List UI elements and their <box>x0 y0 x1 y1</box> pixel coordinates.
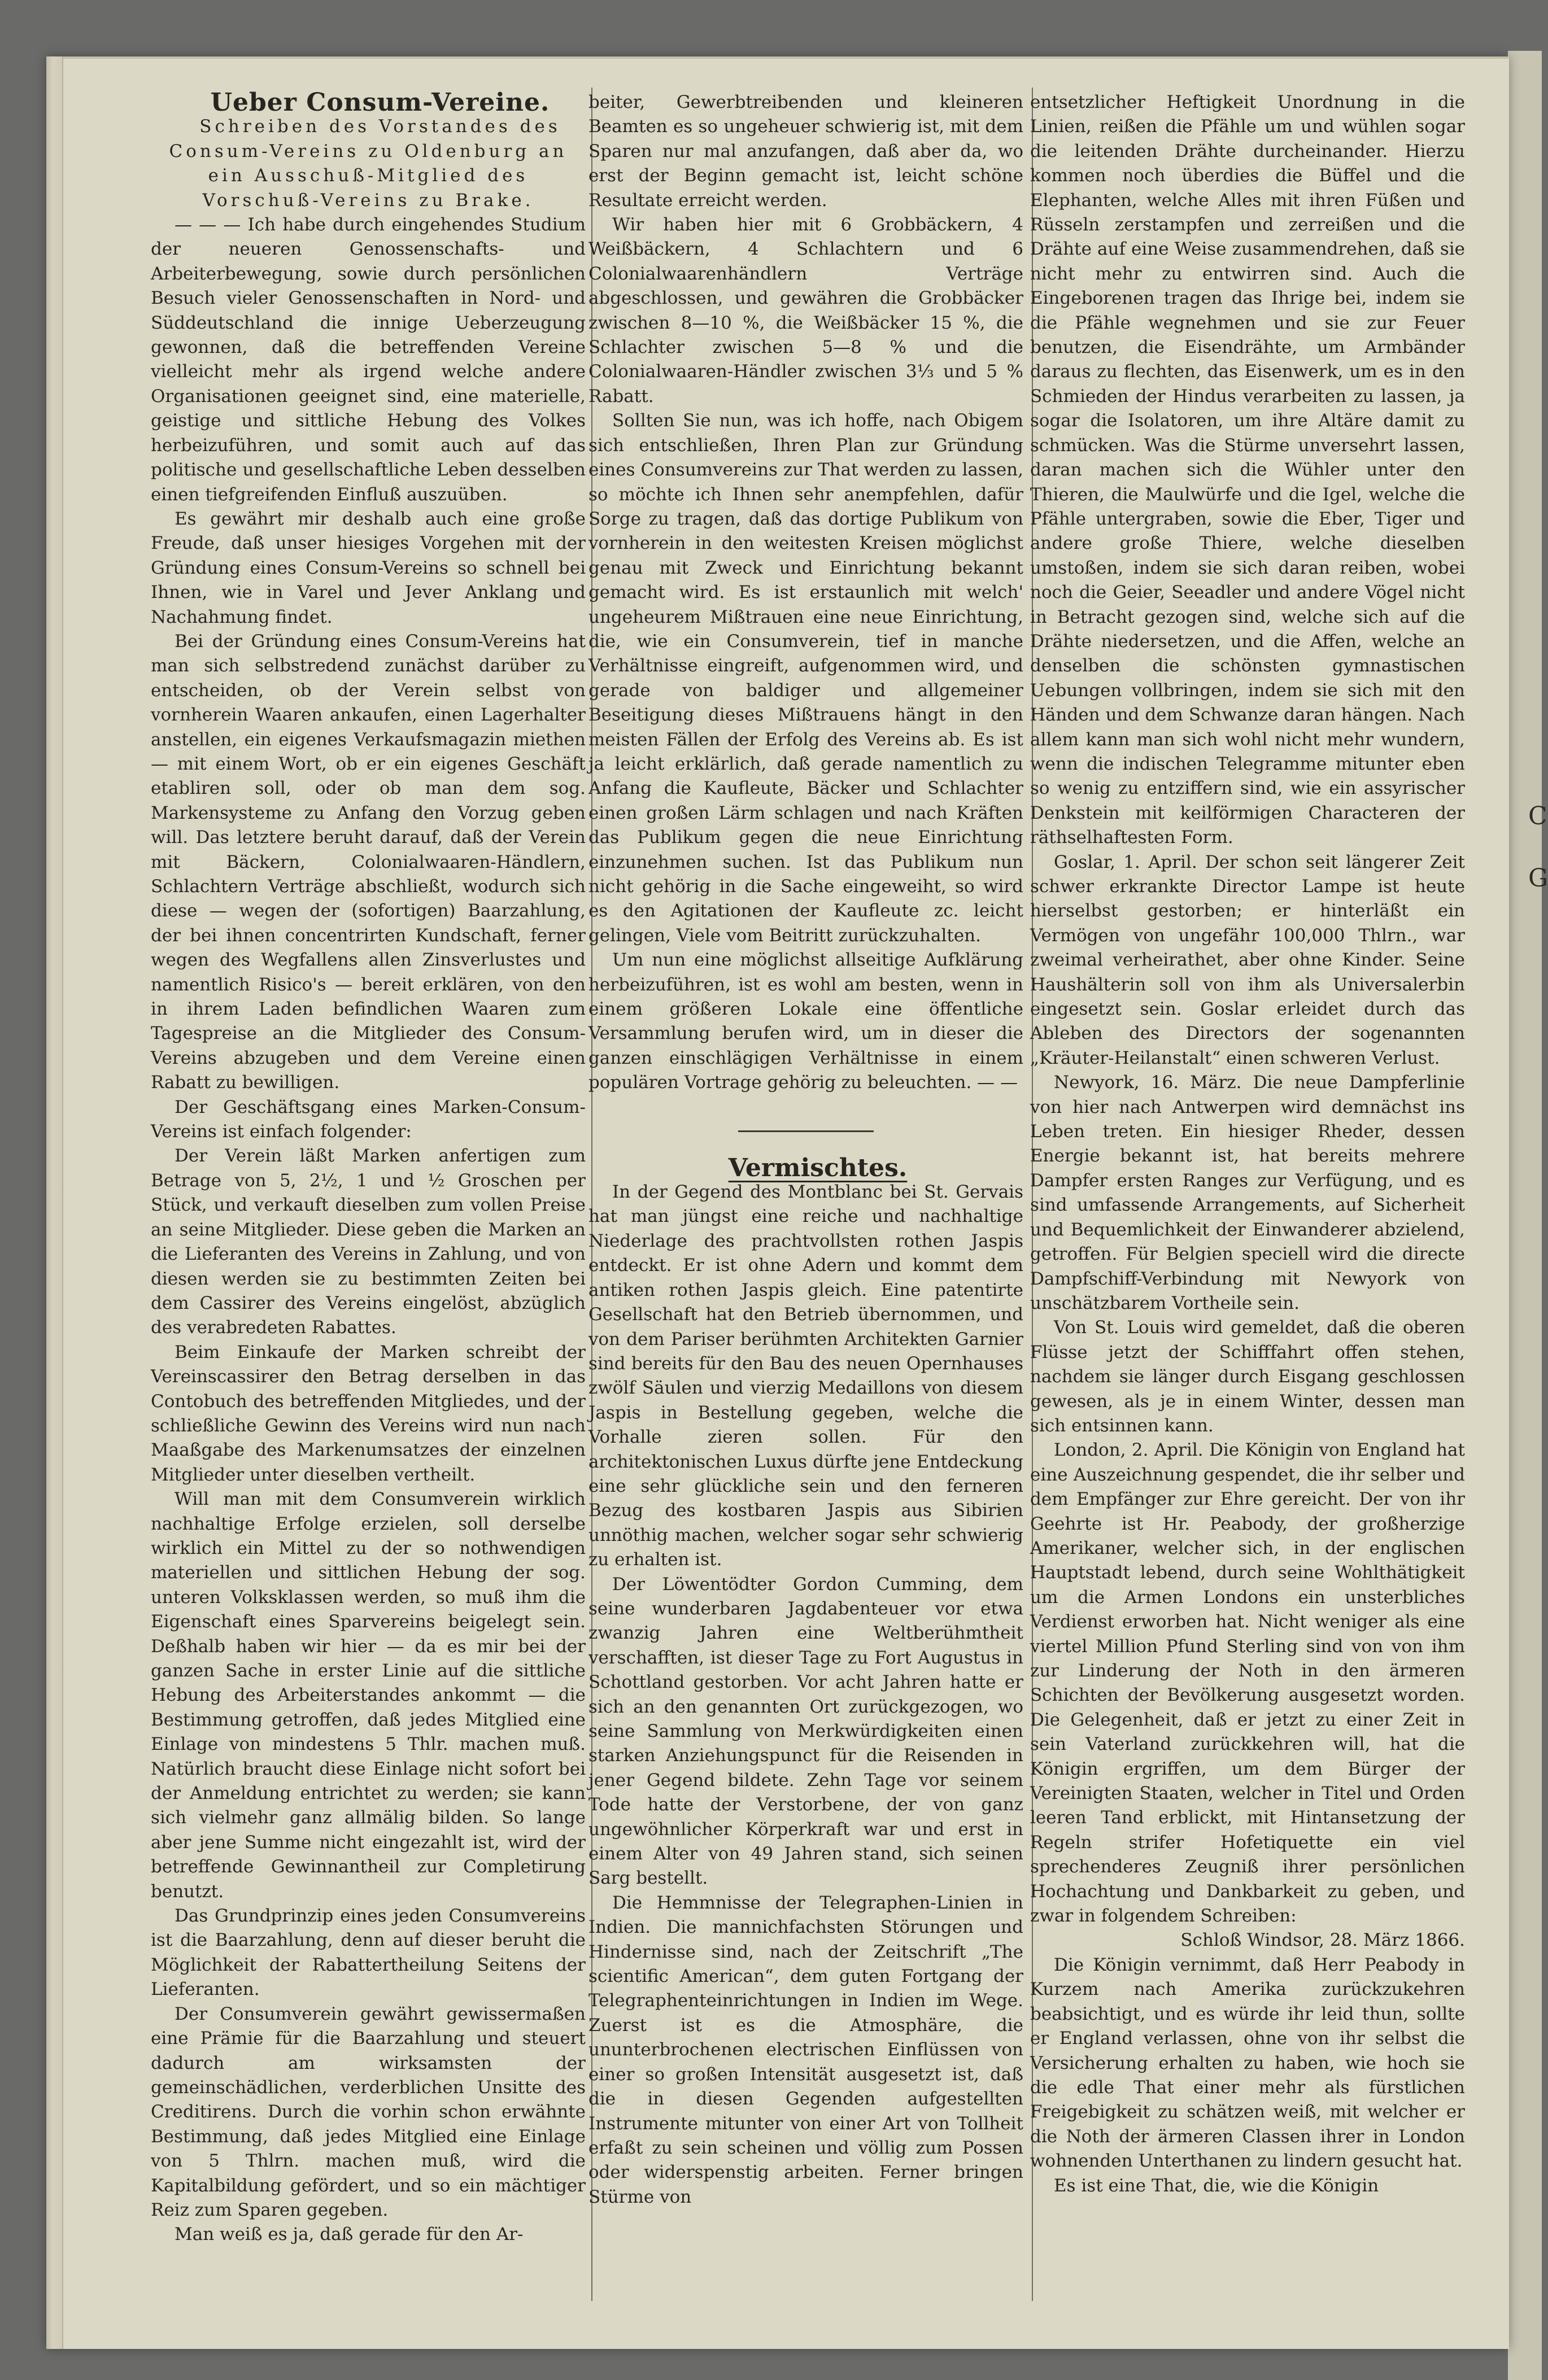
paragraph: Der Consumverein gewährt gewissermaßen eine Prämie für die Baarzahlung und steuert dadurch am wirksamsten der gemeinschädlichen, verderblichen Unsitte des Creditirens. Durch die vorhin schon erwähnte Bestimmung, daß jedes Mitglied eine Einlage von 5 Thlrn. machen muß, wird die Kapitalbildung gefördert, und so ein mächtiger Reiz zum Sparen gegeben. <box>151 2003 586 2220</box>
column-1 <box>151 90 586 2247</box>
column-3 <box>1030 90 1465 2198</box>
page-top-edge <box>63 56 1509 59</box>
page-binding-edge <box>46 56 63 2349</box>
paragraph: Newyork, 16. März. Die neue Dampferlinie von hier nach Antwerpen wird demnächst ins Leben treten. Ein hiesiger Rheder, dessen Energie bekannt ist, hat bereits mehrere Dampfer ersten Ranges zur Verfügung, und es sind umfassende Arrangements, auf Sicherheit und Bequemlichkeit der Einwanderer abzielend, getroffen. Für Belgien speciell wird die directe Dampfschiff-Verbindung mit Newyork von unschätzbarem Vortheile sein. <box>1030 1072 1465 1313</box>
paragraph: beiter, Gewerbtreibenden und kleineren Beamten es so ungeheuer schwierig ist, mit dem Sparen nur mal anzufangen, daß aber da, wo erst der Beginn gemacht ist, leicht schöne Resultate erreicht werden. <box>588 92 1023 211</box>
paragraph: Goslar, 1. April. Der schon seit längerer Zeit schwer erkrankte Director Lampe ist heute hierselbst gestorben; er hinterläßt ein Vermögen von ungefähr 100,000 Thlrn., war zweimal verheirathet, aber ohne Kinder. Seine Haushälterin soll von ihm als Universalerbin eingesetzt sein. Goslar erleidet durch das Ableben des Directors der sogenannten „Kräuter-Heilanstalt“ einen schweren Verlust. <box>1030 851 1465 1068</box>
paragraph: Man weiß es ja, daß gerade für den Ar- <box>175 2224 524 2245</box>
paragraph: Um nun eine möglichst allseitige Aufklärung herbeizuführen, ist es wohl am besten, wenn in einem größeren Lokale eine öffentliche Versammlung berufen wird, um in dieser die ganzen einschlägigen Verhältnisse in einem populären Vortrage gehörig zu beleuchten. — — <box>588 950 1023 1093</box>
article-title: Ueber Consum-Vereine. <box>210 88 550 117</box>
column-2 <box>588 90 1023 2209</box>
paragraph: Die Hemmnisse der Telegraphen-Linien in Indien. Die mannichfachsten Störungen und Hindernisse sind, nach der Zeitschrift „The scientific American“, dem guten Fortgang der Telegraphenteinrichtungen in Indien im Wege. Zuerst ist es die Atmosphäre, die ununterbrochenen electrischen Einflüssen von einer so großen Intensität ausgesetzt ist, daß die in diesen Gegenden aufgestellten Instrumente mitunter von einer Art von Tollheit erfaßt zu sein scheinen und völlig zum Possen oder widerspenstig arbeiten. Ferner bringen Stürme von <box>588 1892 1023 2207</box>
paragraph: Es gewährt mir deshalb auch eine große Freude, daß unser hiesiges Vorgehen mit der Gründung eines Consum-Vereins so schnell bei Ihnen, wie in Varel und Jever Anklang und Nachahmung findet. <box>151 508 586 627</box>
paragraph: Es ist eine That, die, wie die Königin <box>1054 2175 1379 2196</box>
paragraph: Bei der Gründung eines Consum-Vereins hat man sich selbstredend zunächst darüber zu entscheiden, ob der Verein selbst von vornherein Waaren ankaufen, einen Lagerhalter anstellen, ein eigenes Verkaufsmagazin miethen — mit einem Wort, ob er ein eigenes Geschäft etabliren soll, oder ob man dem sog. Markensysteme zu Anfang den Vorzug geben will. Das letztere beruht darauf, daß der Verein mit Bäckern, Colonialwaaren-Händlern, Schlachtern Verträge abschließt, wodurch sich diese — wegen der (sofortigen) Baarzahlung, der bei ihnen concentrirten Kundschaft, ferner wegen des Wegfallens allen Zinsverlustes und namentlich Risico's — bereit erklären, von den in ihrem Laden befindlichen Waaren zum Tagespreise an die Mitglieder des Consum-Vereins abzugeben und dem Vereine einen Rabatt zu bewilligen. <box>151 631 586 1093</box>
paragraph: Der Verein läßt Marken anfertigen zum Betrage von 5, 2½, 1 und ½ Groschen per Stück, und verkauft dieselben zum vollen Preise an seine Mitglieder. Diese geben die Marken an die Lieferanten des Vereins in Zahlung, und von diesen werden sie zu bestimmten Zeiten bei dem Cassirer des Vereins eingelöst, abzüglich des verabredeten Rabattes. <box>151 1146 586 1338</box>
paragraph: Der Geschäftsgang eines Marken-Consum-Vereins ist einfach folgender: <box>151 1097 586 1142</box>
dateline: Schloß Windsor, 28. März 1866. <box>1180 1930 1465 1951</box>
paragraph: Beim Einkaufe der Marken schreibt der Vereinscassirer den Betrag derselben in das Contobuch des betreffenden Mitgliedes, und der schließliche Gewinn des Vereins wird nun nach Maaßgabe des Markenumsatzes der einzelnen Mitglieder unter dieselben vertheilt. <box>151 1342 586 1485</box>
article-subtitle: Schreiben des Vorstandes des Consum-Vereins zu Oldenburg an ein Ausschuß-Mitglied des Vorschuß-Vereins zu Brake. <box>169 116 568 211</box>
paragraph: Von St. Louis wird gemeldet, daß die oberen Flüsse jetzt der Schifffahrt offen stehen, nachdem sie länger durch Eisgang geschlossen gewesen, als je in einem Winter, dessen man sich entsinnen kann. <box>1030 1317 1465 1436</box>
section-divider <box>738 1130 874 1132</box>
paragraph: Der Löwentödter Gordon Cumming, dem seine wunderbaren Jagdabenteuer vor etwa zwanzig Jahren eine Weltberühmtheit verschafften, ist dieser Tage zu Fort Augustus in Schottland gestorben. Vor acht Jahren hatte er sich an den genannten Ort zurückgezogen, wo seine Sammlung von Merkwürdigkeiten einen starken Anziehungspunct für die Reisenden in jener Gegend bildete. Zehn Tage vor seinem Tode hatte der Verstorbene, der von ganz ungewöhnlicher Körperkraft war und erst in einem Alter von 49 Jahren stand, sich seinen Sarg bestellt. <box>588 1574 1023 1889</box>
paragraph: Sollten Sie nun, was ich hoffe, nach Obigem sich entschließen, Ihren Plan zur Gründung eines Consumvereins zur That werden zu lassen, so möchte ich Ihnen sehr anempfehlen, dafür Sorge zu tragen, daß das dortige Publikum von vornherein in den weitesten Kreisen möglichst genau mit Zweck und Einrichtung bekannt gemacht wird. Es ist erstaunlich mit welch' ungeheurem Mißtrauen eine neue Einrichtung, die, wie ein Consumverein, tief in manche Verhältnisse eingreift, aufgenommen wird, und gerade von baldiger und allgemeiner Beseitigung dieses Mißtrauens hängt in den meisten Fällen der Erfolg des Vereins ab. Es ist ja leicht erklärlich, daß gerade namentlich zu Anfang die Kaufleute, Bäcker und Schlachter einen großen Lärm schlagen und nach Kräften das Publikum gegen die neue Einrichtung einzunehmen suchen. Ist das Publikum nun nicht gehörig in die Sache eingeweiht, so wird es den Agitationen der Kaufleute zc. leicht gelingen, Viele vom Beitritt zurückzuhalten. <box>588 411 1023 946</box>
paragraph: Das Grundprinzip eines jeden Consumvereins ist die Baarzahlung, denn auf dieser beruht die Möglichkeit der Rabattertheilung Seitens der Lieferanten. <box>151 1906 586 2000</box>
paragraph: Will man mit dem Consumverein wirklich nachhaltige Erfolge erzielen, soll derselbe wirklich ein Mittel zu der so nothwendigen materiellen und sittlichen Hebung der sog. unteren Volksklassen werden, so muß ihm die Eigenschaft eines Sparvereins beigelegt sein. Deßhalb haben wir hier — da es mir bei der ganzen Sache in erster Linie auf die sittliche Hebung des Arbeiterstandes ankommt — die Bestimmung getroffen, daß jedes Mitglied eine Einlage von mindestens 5 Thlr. machen muß. Natürlich braucht diese Einlage nicht sofort bei der Anmeldung entrichtet zu werden; sie kann sich vielmehr ganz allmälig bilden. So lange aber jene Summe nicht eingezahlt ist, wird der betreffende Gewinnantheil zur Completirung benutzt. <box>151 1489 586 1902</box>
newspaper-page <box>46 56 1509 2349</box>
adjacent-page-letter: G <box>1528 864 1548 893</box>
adjacent-page-letter: C <box>1528 802 1547 831</box>
paragraph: entsetzlicher Heftigkeit Unordnung in die Linien, reißen die Pfähle um und wühlen sogar die leitenden Drähte durcheinander. Hierzu kommen noch überdies die Büffel und die Elephanten, welche Alles mit ihren Füßen und Rüsseln zerstampfen und zerreißen und die Drähte auf eine Weise zusammendrehen, daß sie nicht mehr zu entwirren sind. Auch die Eingeborenen tragen das Ihrige bei, indem sie die Pfähle wegnehmen und sie zur Feuer benutzen, die Eisendrähte, um Armbänder daraus zu flechten, das Eisenwerk, um es in den Schmieden der Hindus verarbeiten zu lassen, ja sogar die Isolatoren, um ihre Altäre damit zu schmücken. Was die Stürme unversehrt lassen, daran machen sich die Wühler unter den Thieren, die Maulwürfe und die Igel, welche die Pfähle untergraben, sowie die Eber, Tiger und andere große Thiere, welche dieselben umstoßen, indem sie sich daran reiben, wobei noch die Geier, Seeadler und andere Vögel nicht in Betracht gezogen sind, welche sich auf die Drähte niedersetzen, und die Affen, welche an denselben die schönsten gymnastischen Uebungen vollbringen, indem sie sich mit den Händen und dem Schwanze daran hängen. Nach allem kann man sich wohl nicht mehr wundern, wenn die indischen Telegramme mitunter eben so wenig zu entziffern sind, wie ein assyrischer Denkstein mit keilförmigen Characteren der räthselhaftesten Form. <box>1030 92 1465 848</box>
paragraph: Wir haben hier mit 6 Grobbäckern, 4 Weißbäckern, 4 Schlachtern und 6 Colonialwaarenhändlern Verträge abgeschlossen, und gewähren die Grobbäcker zwischen 8—10 %, die Weißbäcker 15 %, die Schlachter zwischen 5—8 % und die Colonialwaaren-Händler zwischen 3⅓ und 5 % Rabatt. <box>588 215 1023 407</box>
section-title: Vermischtes. <box>728 1153 908 1182</box>
paragraph: In der Gegend des Montblanc bei St. Gervais hat man jüngst eine reiche und nachhaltige Niederlage des prachtvollsten rothen Jaspis entdeckt. Er ist ohne Adern und kommt dem antiken rothen Jaspis gleich. Eine patentirte Gesellschaft hat den Betrieb übernommen, und von dem Pariser berühmten Architekten Garnier sind bereits für den Bau des neuen Opernhauses zwölf Säulen und vierzig Medaillons von diesem Jaspis in Bestellung gegeben, welche die Vorhalle zieren sollen. Für den architektonischen Luxus dürfte jene Entdeckung eine sehr glückliche sein und den ferneren Bezug des kostbaren Jaspis aus Sibirien unnöthig machen, welcher sogar sehr schwierig zu erhalten ist. <box>588 1182 1023 1570</box>
paragraph: London, 2. April. Die Königin von England hat eine Auszeichnung gespendet, die ihr selber und dem Empfänger zur Ehre gereicht. Der von ihr Geehrte ist Hr. Peabody, der großherzige Amerikaner, welcher sich, in der englischen Hauptstadt lebend, durch seine Wohlthätigkeit um die Armen Londons ein unsterbliches Verdienst erworben hat. Nicht weniger als eine viertel Million Pfund Sterling sind von von ihm zur Linderung der Noth in den ärmeren Schichten der Bevölkerung ausgesetzt worden. Die Gelegenheit, daß er jetzt zu einer Zeit in sein Vaterland zurückkehren will, hat die Königin ergriffen, um dem Bürger der Vereinigten Staaten, welcher in Titel und Orden leeren Tand erblickt, mit Hintansetzung der Regeln strifer Hofetiquette ein viel sprechenderes Zeugniß ihrer persönlichen Hochachtung und Dankbarkeit zu geben, und zwar in folgendem Schreiben: <box>1030 1440 1465 1927</box>
adjacent-page-strip <box>1508 51 1542 2380</box>
paragraph: — — — Ich habe durch eingehendes Studium der neueren Genossenschafts- und Arbeiterbewegung, sowie durch persönlichen Besuch vieler Genossenschaften in Nord- und Süddeutschland die innige Ueberzeugung gewonnen, daß die betreffenden Vereine vielleicht mehr als irgend welche andere Organisationen geeignet sind, eine materielle, geistige und sittliche Hebung des Volkes herbeizuführen, und somit auch auf das politische und gesellschaftliche Leben desselben einen tiefgreifenden Einfluß auszuüben. <box>151 215 586 505</box>
paragraph: Die Königin vernimmt, daß Herr Peabody in Kurzem nach Amerika zurückzukehren beabsichtigt, und es würde ihr leid thun, sollte er England verlassen, ohne von ihr selbst die Versicherung erhalten zu haben, wie hoch sie die edle That einer mehr als fürstlichen Freigebigkeit zu schätzen weiß, mit welcher er die Noth der ärmeren Classen ihrer in London wohnenden Unterthanen zu lindern gesucht hat. <box>1030 1954 1465 2172</box>
